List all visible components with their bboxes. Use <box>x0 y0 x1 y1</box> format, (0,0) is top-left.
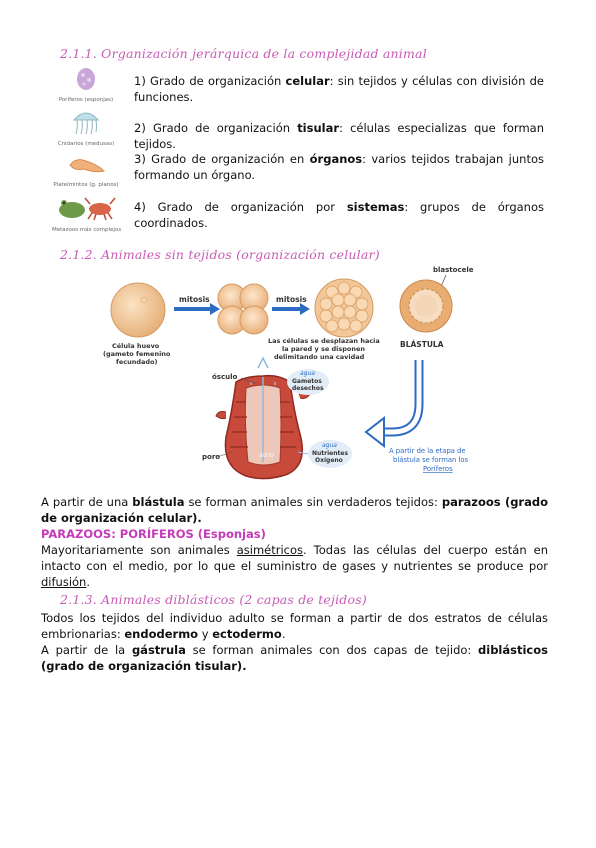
keyword-parazoos: parazoos (grado de organización celular). <box>41 495 549 525</box>
thumb-caption: Poríferos (esponjas) <box>58 97 114 103</box>
blastocele-label: blastocele <box>433 266 474 274</box>
jellyfish-icon <box>66 106 106 136</box>
water-out-label: agua <box>300 370 315 377</box>
thumb-caption: Platelmintos (g. planos) <box>53 182 119 188</box>
arrow-caption-2: blástula se forman los <box>393 456 469 464</box>
keyword-gastrula: gástrula <box>131 643 186 657</box>
atrio-label: atrio <box>259 451 274 459</box>
desechos-label: desechos <box>292 385 324 392</box>
level-description: : varios tejidos trabajan juntos formando un órgano. <box>134 152 544 182</box>
parazoos-subtitle: PARAZOOS: PORÍFEROS (Esponjas) <box>41 527 266 541</box>
metazoa-thumbnail <box>52 192 120 233</box>
keyword-ectodermo: ectodermo <box>212 627 282 641</box>
level-prefix: 4) Grado de organización por <box>134 200 347 214</box>
level-prefix: 3) Grado de organización en <box>134 152 310 166</box>
section-heading-organization: 2.1.1. Organización jerárquica de la complejidad animal <box>60 46 427 61</box>
frog-crab-icon <box>54 192 118 222</box>
keyword-diblasticos: diblásticos (grado de organización tisular). <box>41 643 548 673</box>
keyword-asimetricos: asimétricos <box>236 543 304 557</box>
level-description: : células especializas que forman tejidos. <box>134 121 544 151</box>
text: A partir de una <box>41 495 133 509</box>
organization-level-2 <box>134 120 544 152</box>
level-prefix: 1) Grado de organización <box>134 74 286 88</box>
thumb-caption: Metazoos más complejos <box>52 227 122 233</box>
keyword-difusion: difusión <box>41 575 87 589</box>
egg-caption-2: (gameto femenino <box>103 350 171 358</box>
text: Mayoritariamente son animales <box>41 543 237 557</box>
mitosis-label-2: mitosis <box>276 295 307 304</box>
text: Todos los tejidos del individuo adulto se forman a partir de dos estratos de células embrionarias: <box>41 611 548 641</box>
text: . Todas las células del cuerpo están en intacto con el medio, por lo que el suministro de gases y nutrientes se produce por <box>41 543 548 573</box>
text: A partir de la <box>41 643 132 657</box>
cells-caption-3: delimitando una cavidad <box>274 353 365 361</box>
mitosis-label-1: mitosis <box>179 295 210 304</box>
level-keyword: sistemas <box>346 200 405 214</box>
cnidaria-thumbnail <box>52 106 120 147</box>
diblastic-paragraph-1 <box>41 610 548 642</box>
egg-caption-1: Célula huevo <box>112 342 160 350</box>
level-keyword: celular <box>285 74 330 88</box>
arrow-caption-3: Poríferos <box>423 465 453 473</box>
water-in-label: agua <box>322 442 337 449</box>
text: y <box>198 627 213 641</box>
osculo-label: ósculo <box>212 373 238 381</box>
level-description: : grupos de órganos coordinados. <box>134 200 544 230</box>
four-cell-embryo <box>218 284 268 334</box>
blastula-label: BLÁSTULA <box>400 340 444 349</box>
blastula <box>400 280 452 332</box>
level-keyword: tisular <box>297 121 340 135</box>
level-prefix: 2) Grado de organización <box>134 121 298 135</box>
morula <box>315 279 373 337</box>
organization-level-4 <box>134 199 544 231</box>
gametos-label: Gametos <box>292 378 322 385</box>
porifera-thumbnail <box>52 66 120 103</box>
text: . <box>281 627 286 641</box>
nutrientes-label: Nutrientes <box>312 450 349 457</box>
level-description: : sin tejidos y células con división de funciones. <box>134 74 544 104</box>
text: se forman animales con dos capas de tejido: <box>185 643 479 657</box>
egg-cell <box>111 283 165 337</box>
diblastic-paragraph-2 <box>41 642 548 674</box>
thumb-caption: Cnidarios (medusas) <box>57 141 115 147</box>
platyhelminthes-thumbnail <box>52 153 120 188</box>
section-heading-diblastic: 2.1.3. Animales diblásticos (2 capas de tejidos) <box>60 592 367 607</box>
oxigeno-label: Oxígeno <box>315 457 343 464</box>
egg-caption-3: fecundado) <box>116 358 158 366</box>
cells-caption-1: Las células se desplazan hacia <box>268 337 380 345</box>
organization-level-3 <box>134 151 544 183</box>
poro-label: poro <box>202 453 221 461</box>
sponge-icon <box>66 66 106 92</box>
blastula-paragraph <box>41 494 548 526</box>
blastula-porifera-figure <box>86 262 516 494</box>
flatworm-icon <box>64 153 108 177</box>
arrow-caption-1: A partir de la etapa de <box>389 447 466 455</box>
keyword-blastula: blástula <box>132 495 185 509</box>
parazoos-paragraph <box>41 542 548 590</box>
cells-caption-2: la pared y se disponen <box>282 345 366 353</box>
section-heading-no-tissues: 2.1.2. Animales sin tejidos (organización celular) <box>60 247 380 262</box>
text: . <box>86 575 90 589</box>
keyword-endodermo: endodermo <box>124 627 199 641</box>
organization-level-1 <box>134 73 544 105</box>
level-keyword: órganos <box>309 152 363 166</box>
text: se forman animales sin verdaderos tejidos: <box>184 495 442 509</box>
